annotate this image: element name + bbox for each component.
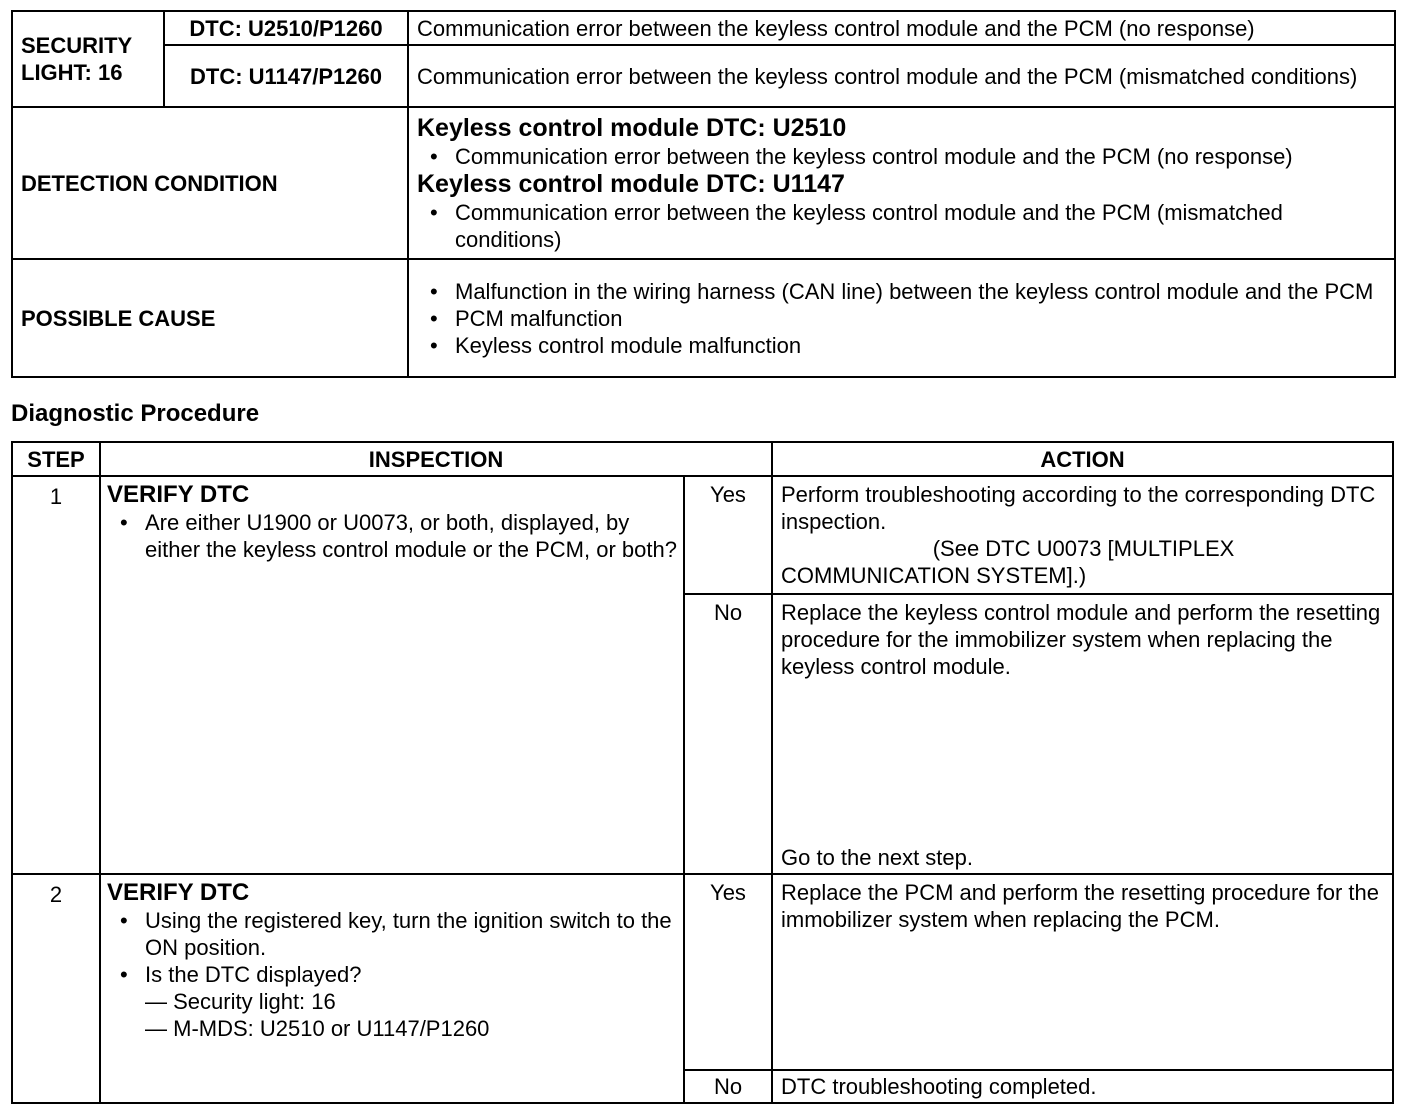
list-item: • Malfunction in the wiring harness (CAN line) between the keyless control module and the PCM — [417, 278, 1388, 305]
step-1-yes-action — [772, 476, 1393, 594]
detection-heading-u2510: Keyless control module DTC: U2510 — [417, 113, 847, 142]
list-item: • Keyless control module malfunction — [417, 332, 1388, 359]
list-item: • Using the registered key, turn the ignition switch to the ON position. — [107, 907, 677, 961]
step-2-no-label: No — [684, 1070, 772, 1103]
step-number-1: 1 — [12, 476, 100, 874]
step-1-no-action-next: Go to the next step. — [781, 845, 974, 870]
step-2-title: VERIFY DTC — [107, 879, 250, 906]
diagnostic-procedure-table — [11, 441, 1394, 1104]
step-1-yes-action-ref-2: COMMUNICATION SYSTEM].) — [781, 563, 1087, 588]
security-light-label: SECURITY LIGHT: 16 — [12, 11, 164, 107]
step-1-no-label: No — [684, 594, 772, 874]
step-2-yes-label: Yes — [684, 874, 772, 1070]
dtc-code-u2510: DTC: U2510/P1260 — [164, 11, 408, 45]
step-1-yes-action-text: Perform troubleshooting according to the corresponding DTC inspection. — [781, 482, 1376, 534]
step-2-no-action: DTC troubleshooting completed. — [772, 1070, 1393, 1103]
header-action: ACTION — [772, 442, 1393, 476]
step-2-sub-line-mmds: — M-MDS: U2510 or U1147/P1260 — [145, 1016, 490, 1041]
detection-bullets-u1147 — [417, 199, 1388, 253]
step-number-2: 2 — [12, 874, 100, 1103]
detection-condition-content — [408, 107, 1395, 259]
step-2-bullets — [107, 907, 677, 988]
step-1-title: VERIFY DTC — [107, 481, 250, 508]
dtc-description-u2510: Communication error between the keyless control module and the PCM (no response) — [408, 11, 1395, 45]
list-item: • Communication error between the keyless control module and the PCM (no response) — [417, 143, 1388, 170]
dtc-description-u1147: Communication error between the keyless control module and the PCM (mismatched conditions) — [408, 45, 1395, 107]
step-1-yes-action-ref-1: (See DTC U0073 [MULTIPLEX — [932, 536, 1235, 561]
detection-condition-label: DETECTION CONDITION — [12, 107, 408, 259]
header-step: STEP — [12, 442, 100, 476]
dtc-info-table — [11, 10, 1396, 378]
step-1-inspection — [100, 476, 684, 874]
step-2-inspection — [100, 874, 684, 1103]
list-item: • PCM malfunction — [417, 305, 1388, 332]
possible-cause-bullets — [417, 278, 1388, 359]
step-1-no-action-text: Replace the keyless control module and perform the resetting procedure for the immobilizer system when replacing the keyless control module. — [781, 600, 1381, 679]
detection-bullets-u2510 — [417, 143, 1388, 170]
dtc-code-u1147: DTC: U1147/P1260 — [164, 45, 408, 107]
list-item: • Is the DTC displayed? — [107, 961, 677, 988]
step-2-yes-action: Replace the PCM and perform the resetting procedure for the immobilizer system when replacing the PCM. — [772, 874, 1393, 1070]
header-inspection: INSPECTION — [100, 442, 772, 476]
section-title: Diagnostic Procedure — [11, 400, 260, 427]
step-1-no-action — [772, 594, 1393, 874]
step-2-sub-line-security-light: — Security light: 16 — [145, 989, 336, 1014]
possible-cause-content — [408, 259, 1395, 377]
step-1-yes-label: Yes — [684, 476, 772, 594]
detection-heading-u1147: Keyless control module DTC: U1147 — [417, 169, 845, 198]
step-1-bullets — [107, 509, 677, 563]
list-item: • Are either U1900 or U0073, or both, displayed, by either the keyless control module or the PCM, or both? — [107, 509, 677, 563]
possible-cause-label: POSSIBLE CAUSE — [12, 259, 408, 377]
list-item: • Communication error between the keyless control module and the PCM (mismatched conditions) — [417, 199, 1388, 253]
